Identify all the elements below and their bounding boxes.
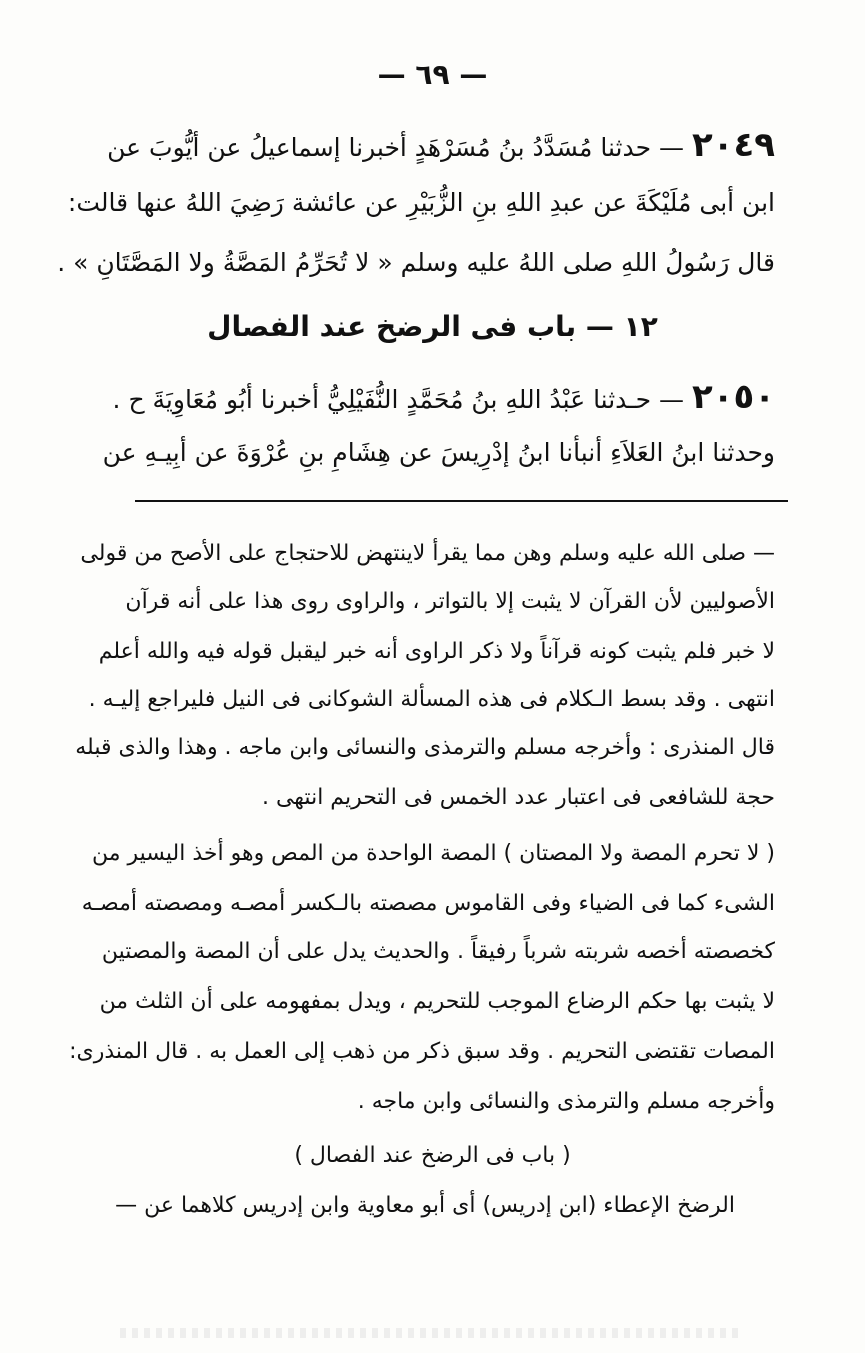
commentary-line: الأصوليين لأن القرآن لا يثبت إلا بالتواتر ، والراوى روى هذا على أنه قرآن <box>125 589 775 614</box>
commentary-line: وأخرجه مسلم والترمذى والنسائى وابن ماجه . <box>357 1089 775 1114</box>
hadith-number-2049: ٢٠٤٩ <box>691 125 775 165</box>
commentary-line: — صلى الله عليه وسلم وهن مما يقرأ لاينتهض للاحتجاج على الأصح من قولى <box>80 541 775 566</box>
commentary-line: لا خبر فلم يثبت كونه قرآناً ولا ذكر الراوى أنه خبر ليقبل قوله فيه والله أعلم <box>98 639 775 664</box>
hadith-text: — حدثنا مُسَدَّدُ بنُ مُسَرْهَدٍ أخبرنا إسماعيلُ عن أيُّوبَ عن <box>107 133 685 162</box>
hadith-text: — حـدثنا عَبْدُ اللهِ بنُ مُحَمَّدٍ النُّفَيْلِيُّ أخبرنا أبُو مُعَاوِيَةَ ح . <box>112 385 685 414</box>
page-number: — ٦٩ — <box>377 58 488 91</box>
commentary-line: الشىء كما فى الضياء وفى القاموس مصصته بالـكسر أمصـه ومصصته أمصـه <box>81 891 775 916</box>
chapter-title: ١٢ — باب فى الرضخ عند الفصال <box>207 310 658 343</box>
hadith-2050-line-2: وحدثنا ابنُ العَلاَءِ أنبأنا ابنُ إدْرِيسَ عن هِشَامِ بنِ عُرْوَةَ عن أبِيـهِ عن <box>102 438 775 467</box>
hadith-2049-line-3: قال رَسُولُ اللهِ صلى اللهُ عليه وسلم « لا تُحَرِّمُ المَصَّةُ ولا المَصَّتَانِ » . <box>57 248 775 277</box>
commentary-chapter-heading: ( باب فى الرضخ عند الفصال ) <box>294 1143 571 1168</box>
commentary-line: المصات تقتضى التحريم . وقد سبق ذكر من ذهب إلى العمل به . قال المنذرى: <box>69 1039 775 1064</box>
hadith-2050-line-1 <box>112 377 775 417</box>
footnote-divider <box>135 500 788 502</box>
commentary-line: لا يثبت بها حكم الرضاع الموجب للتحريم ، ويدل بمفهومه على أن الثلث من <box>99 989 775 1014</box>
hadith-2049-line-2: ابن أبى مُلَيْكَةَ عن عبدِ اللهِ بنِ الزُّبَيْرِ عن عائشة رَضِيَ اللهُ عنها قالت: <box>67 188 775 217</box>
commentary-final-line: الرضخ الإعطاء (ابن إدريس) أى أبو معاوية وابن إدريس كلاهما عن — <box>115 1193 735 1218</box>
commentary-line: ( لا تحرم المصة ولا المصتان ) المصة الواحدة من المص وهو أخذ اليسير من <box>91 841 775 866</box>
hadith-number-2050: ٢٠٥٠ <box>691 377 775 417</box>
commentary-line: حجة للشافعى فى اعتبار عدد الخمس فى التحريم انتهى . <box>261 785 775 810</box>
scan-artifact <box>120 1328 740 1338</box>
commentary-line: انتهى . وقد بسط الـكلام فى هذه المسألة الشوكانى فى النيل فليراجع إليـه . <box>88 687 775 712</box>
commentary-line: كخصصته أخصه شربته شرباً رفيقاً . والحديث يدل على أن المصة والمصتين <box>101 939 775 964</box>
hadith-2049-line-1 <box>107 125 775 165</box>
commentary-line: قال المنذرى : وأخرجه مسلم والترمذى والنسائى وابن ماجه . وهذا والذى قبله <box>75 735 775 760</box>
